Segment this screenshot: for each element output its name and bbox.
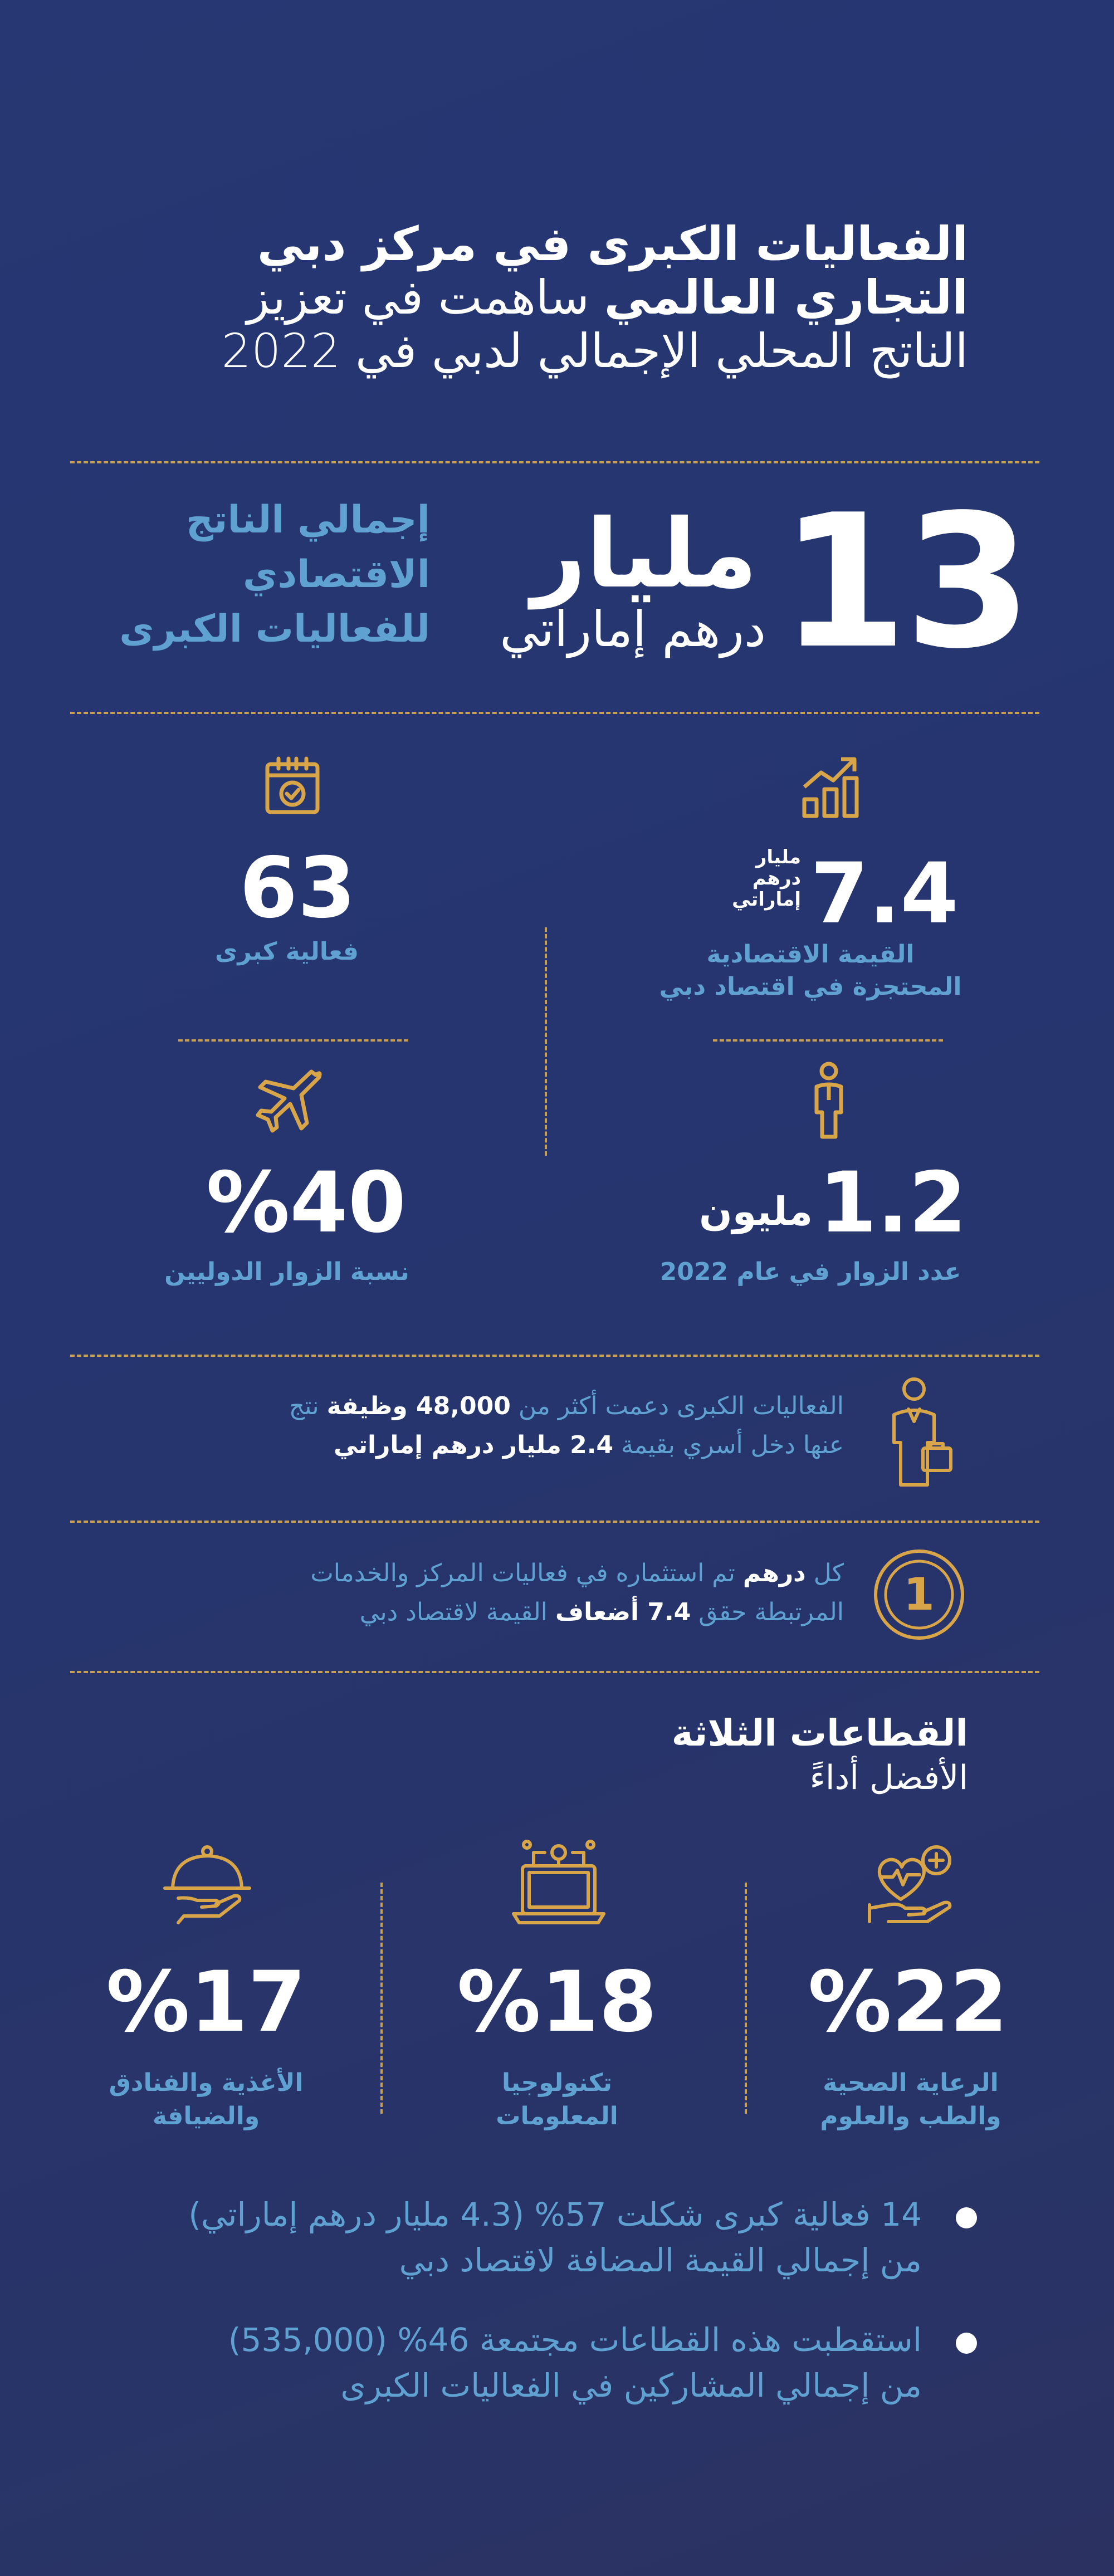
title-line-1: الفعاليات الكبرى في مركز دبي <box>257 217 968 271</box>
sector-food-label-line-1: الأغذية والفنادق <box>109 2069 304 2097</box>
airplane-icon <box>253 1069 323 1136</box>
economic-value-unit-line-2: درهم <box>752 867 801 889</box>
businessman-icon <box>888 1376 955 1487</box>
title-line-2 <box>133 271 968 324</box>
jobs-text-line-1 <box>175 1387 844 1426</box>
hero-unit-word: مليار <box>531 499 758 609</box>
international-number: %40 <box>206 1155 407 1252</box>
roi-text-part-4: القيمة لاقتصاد دبي <box>359 1598 555 1626</box>
hero-label-line-3: للفعاليات الكبرى <box>119 607 430 651</box>
jobs-text-part-2: نتج <box>289 1392 327 1420</box>
roi-text-part-1: كل <box>805 1559 844 1587</box>
growth-chart-icon <box>801 755 862 819</box>
visitors-label: عدد الزوار في عام 2022 <box>659 1258 961 1286</box>
jobs-text-bold-2: 2.4 مليار درهم إماراتي <box>333 1431 614 1459</box>
divider-vertical <box>745 1883 747 2114</box>
events-number: 63 <box>240 840 356 937</box>
sector-it-label-line-2: المعلومات <box>496 2102 618 2130</box>
hero-label-line-2: الاقتصادي <box>243 553 430 597</box>
sector-food-label-line-2: والضيافة <box>152 2102 260 2130</box>
hero-label <box>74 493 430 657</box>
title-line-3: الناتج المحلي الإجمالي لدبي في 2022 <box>221 324 968 378</box>
sector-it-pct: %18 <box>457 1954 657 2051</box>
roi-text <box>120 1554 844 1632</box>
sector-food-label <box>75 2066 337 2133</box>
divider <box>70 712 1039 714</box>
sectors-title <box>672 1711 968 1800</box>
sectors-title-line-1: القطاعات الثلاثة <box>671 1712 968 1754</box>
hero-unit-sub: درهم إماراتي <box>500 600 766 658</box>
roi-text-part-3: المرتبطة حقق <box>691 1598 844 1626</box>
roi-text-line-1 <box>120 1554 844 1593</box>
bullet-dot <box>956 2333 977 2354</box>
bullet-dot <box>956 2207 977 2228</box>
international-label: نسبة الزوار الدوليين <box>164 1258 409 1286</box>
sector-healthcare-label-line-2: والطب والعلوم <box>820 2102 1001 2130</box>
divider <box>70 1521 1039 1523</box>
divider <box>70 1671 1039 1673</box>
bullet-item-line-2: من إجمالي القيمة المضافة لاقتصاد دبي <box>399 2241 922 2279</box>
page-title <box>133 217 968 378</box>
sector-healthcare-label <box>780 2066 1042 2133</box>
sector-it-label-line-1: تكنولوجيا <box>502 2069 612 2097</box>
divider-vertical <box>380 1883 383 2114</box>
title-line-2-rest: ساهمت في تعزيز <box>247 270 604 325</box>
bullet-item <box>86 2192 922 2283</box>
events-label: فعالية كبرى <box>215 937 359 966</box>
divider-vertical <box>545 927 547 1156</box>
economic-value-unit-line-1: مليار <box>755 846 801 868</box>
jobs-text-part-3: عنها دخل أسري بقيمة <box>613 1431 844 1459</box>
economic-value-number: 7.4 <box>810 845 959 942</box>
visitors-number: 1.2 <box>819 1155 967 1252</box>
sector-it-label <box>426 2066 688 2133</box>
roi-text-bold-2: 7.4 أضعاف <box>555 1598 691 1626</box>
heart-hand-icon <box>866 1844 958 1927</box>
roi-text-line-2 <box>120 1593 844 1632</box>
sector-healthcare-pct: %22 <box>808 1954 1008 2051</box>
calendar-check-icon <box>265 756 320 815</box>
jobs-text-bold-1: 48,000 وظيفة <box>326 1392 511 1420</box>
laptop-icon <box>511 1838 606 1927</box>
hero-number: 13 <box>780 475 1029 689</box>
sectors-title-line-2: الأفضل أداءً <box>809 1758 968 1797</box>
economic-value-label-line-2: المحتجزة في اقتصاد دبي <box>659 972 962 1001</box>
title-line-2-bold: التجاري العالمي <box>604 270 968 325</box>
divider <box>70 1355 1039 1357</box>
coin-label: 1 <box>903 1568 935 1620</box>
economic-value-label <box>635 938 986 1003</box>
divider <box>178 1039 408 1042</box>
jobs-text <box>175 1387 844 1465</box>
economic-value-unit-line-3: إماراتي <box>732 888 801 911</box>
roi-text-part-2: تم استثماره في فعاليات المركز والخدمات <box>310 1559 743 1587</box>
bullet-item-line-1: استقطبت هذه القطاعات مجتمعة 46% (535,000) <box>228 2321 922 2359</box>
bullet-item <box>86 2317 922 2408</box>
divider <box>70 461 1039 463</box>
person-icon <box>813 1061 844 1139</box>
jobs-text-line-2 <box>175 1426 844 1465</box>
sector-healthcare-label-line-1: الرعاية الصحية <box>823 2069 999 2097</box>
roi-text-bold-1: درهم <box>742 1559 806 1587</box>
bullet-item-line-2: من إجمالي المشاركين في الفعاليات الكبرى <box>340 2367 922 2404</box>
cloche-icon <box>162 1845 253 1925</box>
divider <box>713 1039 943 1042</box>
economic-value-label-line-1: القيمة الاقتصادية <box>706 940 915 969</box>
jobs-text-part-1: الفعاليات الكبرى دعمت أكثر من <box>510 1392 844 1420</box>
sector-food-pct: %17 <box>106 1954 306 2051</box>
bullet-item-line-1: 14 فعالية كبرى شكلت 57% (4.3 مليار درهم إماراتي) <box>188 2196 922 2233</box>
economic-value-unit <box>724 847 801 910</box>
hero-label-line-1: إجمالي الناتج <box>185 498 430 542</box>
visitors-unit: مليون <box>699 1189 813 1234</box>
